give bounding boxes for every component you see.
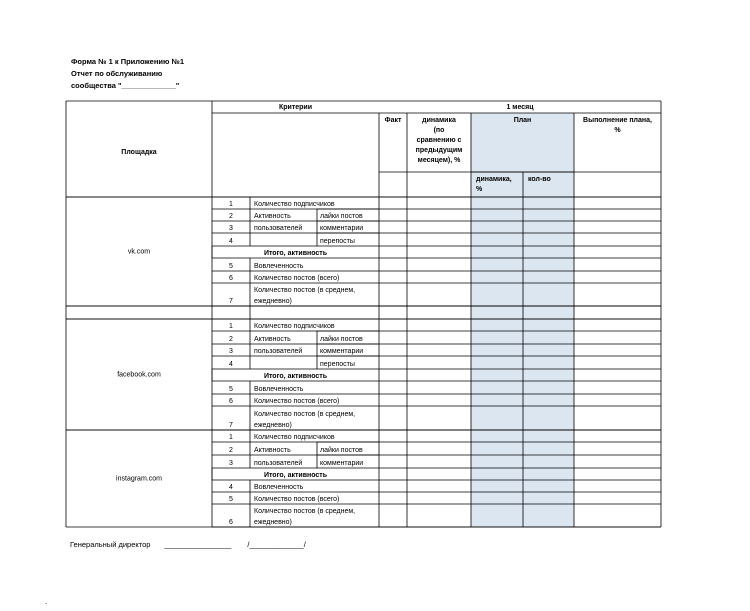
row-number: 6 (229, 519, 233, 526)
criteria-label: ежедневно) (254, 298, 292, 305)
criteria-label: Количество постов (в среднем, (254, 411, 356, 418)
row-number: 2 (229, 336, 233, 343)
plan-count-header: кол-во (528, 176, 551, 183)
row-number: 2 (229, 447, 233, 454)
total-activity-label: Итого, активность (263, 250, 328, 257)
row-number: 5 (229, 386, 233, 393)
criteria-header: Критерии (278, 104, 313, 111)
criteria-label: ежедневно) (254, 519, 292, 526)
criteria-label: Количество постов (в среднем, (254, 287, 356, 294)
activity-subtype: лайки постов (320, 213, 363, 220)
row-number: 3 (229, 225, 233, 232)
criteria-label: Количество постов (в среднем, (254, 508, 356, 515)
row-number: 3 (229, 460, 233, 467)
plan-header: План (513, 117, 532, 124)
row-number: 6 (229, 275, 233, 282)
form-number: Форма № 1 к Приложению №1 (71, 57, 184, 66)
criteria-label: Количество подписчиков (254, 434, 335, 441)
total-activity-label: Итого, активность (263, 472, 328, 479)
criteria-label: Вовлеченность (254, 263, 304, 270)
activity-subtype: комментарии (320, 460, 364, 467)
platform-name: vk.com (127, 248, 151, 256)
fact-header: Факт (384, 117, 402, 124)
criteria-label: Количество постов (всего) (254, 398, 340, 405)
criteria-label: Количество подписчиков (254, 201, 335, 208)
row-number: 6 (229, 398, 233, 405)
dynamics-header: сравнению с (416, 137, 462, 144)
criteria-label: Количество постов (всего) (254, 496, 340, 503)
platform-name: instagram.com (116, 475, 162, 483)
activity-label: Активность (254, 336, 291, 343)
activity-subtype: комментарии (320, 225, 364, 232)
activity-subtype: лайки постов (320, 447, 363, 454)
row-number: 1 (229, 434, 233, 441)
month-header: 1 месяц (506, 104, 534, 111)
signature-line (70, 540, 306, 549)
row-number: 4 (229, 238, 233, 245)
row-number: 2 (229, 213, 233, 220)
signature-title: Генеральный директор (70, 540, 151, 549)
criteria-label: ежедневно) (254, 422, 292, 429)
plan-dynamics-header: % (476, 186, 483, 193)
activity-label: пользователей (254, 348, 303, 355)
activity-subtype: перепосты (320, 361, 355, 368)
activity-subtype: перепосты (320, 238, 355, 245)
criteria-label: Количество подписчиков (254, 323, 335, 330)
row-number: 1 (229, 201, 233, 208)
activity-label: пользователей (254, 460, 303, 467)
signature-field: ________________ (164, 540, 232, 549)
dynamics-header: месяцем), % (417, 157, 461, 164)
row-number: 4 (229, 484, 233, 491)
row-number: 5 (229, 496, 233, 503)
criteria-label: Вовлеченность (254, 484, 304, 491)
community-name: сообщества "_____________" (71, 81, 180, 90)
row-number: 1 (229, 323, 233, 330)
row-number: 7 (229, 298, 233, 305)
total-activity-label: Итого, активность (263, 373, 328, 380)
activity-subtype: лайки постов (320, 336, 363, 343)
row-number: 3 (229, 348, 233, 355)
plan-dynamics-header: динамика, (476, 176, 512, 183)
criteria-label: Количество постов (всего) (254, 275, 340, 282)
dynamics-header: предыдущим (415, 147, 463, 154)
criteria-label: Вовлеченность (254, 386, 304, 393)
row-number: 7 (229, 422, 233, 429)
corner-mark: . (45, 597, 48, 606)
platform-name: facebook.com (117, 371, 161, 379)
dynamics-header: динамика (422, 117, 456, 124)
platform-header: Площадка (121, 149, 157, 156)
completion-header: % (614, 127, 621, 134)
activity-label: Активность (254, 213, 291, 220)
row-number: 5 (229, 263, 233, 270)
activity-label: пользователей (254, 225, 303, 232)
completion-header: Выполнение плана, (583, 117, 652, 124)
dynamics-header: (по (433, 127, 445, 134)
activity-label: Активность (254, 447, 291, 454)
row-number: 4 (229, 361, 233, 368)
activity-subtype: комментарии (320, 348, 364, 355)
report-title: Отчет по обслуживанию (71, 69, 163, 78)
signature-name-field: /_____________/ (247, 540, 306, 549)
